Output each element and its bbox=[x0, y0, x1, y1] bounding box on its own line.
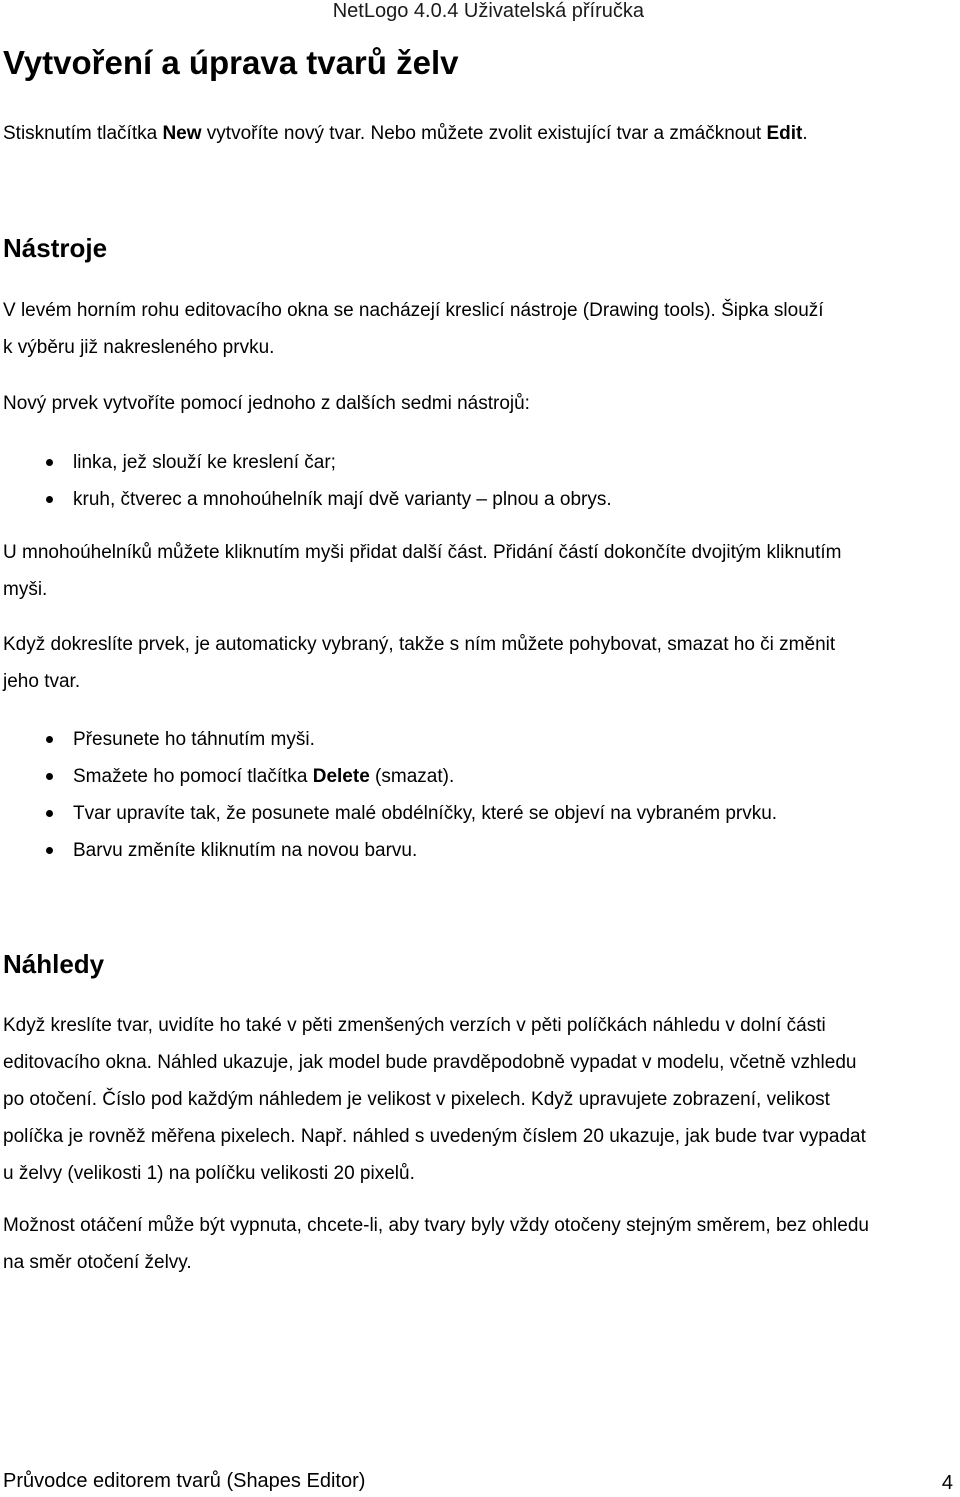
previews-paragraph-2-line-2: na směr otočení želvy. bbox=[3, 1252, 192, 1273]
bullet-icon bbox=[46, 496, 53, 503]
page-title: Vytvoření a úprava tvarů želv bbox=[3, 44, 459, 81]
list-item bbox=[0, 832, 960, 869]
bullet-icon bbox=[46, 736, 53, 743]
list-item bbox=[0, 481, 960, 518]
footer-title: Průvodce editorem tvarů (Shapes Editor) bbox=[3, 1470, 366, 1492]
previews-paragraph-2-line-1: Možnost otáčení může být vypnuta, chcete-li, aby tvary byly vždy otočeny stejným směrem, bez ohledu bbox=[3, 1215, 869, 1236]
edit-actions-list bbox=[0, 721, 960, 869]
page-number: 4 bbox=[941, 1472, 953, 1494]
selection-paragraph-line-2: jeho tvar. bbox=[3, 671, 81, 692]
selection-paragraph-line-1: Když dokreslíte prvek, je automaticky vybraný, takže s ním můžete pohybovat, smazat ho či změnit bbox=[3, 634, 836, 655]
bullet-icon bbox=[46, 847, 53, 854]
delete-keyword: Delete bbox=[312, 766, 370, 787]
previews-paragraph-1 bbox=[3, 1007, 957, 1192]
polygon-paragraph-line-2: myši. bbox=[3, 579, 48, 600]
bullet-icon bbox=[46, 459, 53, 466]
polygon-paragraph bbox=[3, 534, 957, 608]
previews-paragraph-1-line: Když kreslíte tvar, uvidíte ho také v pěti zmenšených verzích v pěti políčkách náhledu v dolní části bbox=[3, 1015, 826, 1036]
list-item bbox=[0, 721, 960, 758]
intro-text-3: . bbox=[802, 123, 808, 144]
selection-paragraph bbox=[3, 626, 957, 700]
list-item-text: kruh, čtverec a mnohoúhelník mají dvě varianty – plnou a obrys. bbox=[73, 489, 612, 510]
drawing-tools-list bbox=[0, 444, 960, 518]
tools-paragraph-1-line-1: V levém horním rohu editovacího okna se nacházejí kreslicí nástroje (Drawing tools). Šipka slouží bbox=[3, 300, 824, 321]
new-keyword: New bbox=[162, 123, 202, 144]
bullet-icon bbox=[46, 810, 53, 817]
intro-text-1: Stisknutím tlačítka bbox=[3, 123, 163, 144]
previews-paragraph-1-line: editovacího okna. Náhled ukazuje, jak model bude pravděpodobně vypadat v modelu, včetně vzhledu bbox=[3, 1052, 857, 1073]
previews-heading: Náhledy bbox=[3, 949, 105, 979]
previews-paragraph-2 bbox=[3, 1207, 957, 1281]
list-item-text: Tvar upravíte tak, že posunete malé obdélníčky, které se objeví na vybraném prvku. bbox=[73, 803, 778, 824]
list-item-text-post: (smazat). bbox=[369, 766, 455, 787]
running-header: NetLogo 4.0.4 Uživatelská příručka bbox=[332, 0, 644, 22]
intro-paragraph bbox=[3, 115, 957, 152]
list-item bbox=[0, 758, 960, 795]
tools-paragraph-2: Nový prvek vytvoříte pomocí jednoho z dalších sedmi nástrojů: bbox=[3, 393, 530, 414]
tools-paragraph-1-line-2: k výběru již nakresleného prvku. bbox=[3, 337, 275, 358]
list-item-text-pre: Smažete ho pomocí tlačítka bbox=[73, 766, 313, 787]
previews-paragraph-1-line: po otočení. Číslo pod každým náhledem je velikost v pixelech. Když upravujete zobrazení, velikost bbox=[3, 1089, 830, 1110]
polygon-paragraph-line-1: U mnohoúhelníků můžete kliknutím myši přidat další část. Přidání částí dokončíte dvojitým kliknutím bbox=[3, 542, 842, 563]
tools-heading: Nástroje bbox=[3, 233, 108, 263]
list-item bbox=[0, 795, 960, 832]
list-item bbox=[0, 444, 960, 481]
list-item-text: linka, jež slouží ke kreslení čar; bbox=[73, 452, 336, 473]
list-item-text: Barvu změníte kliknutím na novou barvu. bbox=[73, 840, 418, 861]
bullet-icon bbox=[46, 773, 53, 780]
intro-text-2: vytvoříte nový tvar. Nebo můžete zvolit existující tvar a zmáčknout bbox=[201, 123, 767, 144]
tools-paragraph-1 bbox=[3, 292, 957, 366]
edit-keyword: Edit bbox=[766, 123, 803, 144]
list-item-text: Přesunete ho táhnutím myši. bbox=[73, 729, 315, 750]
previews-paragraph-1-line: políčka je rovněž měřena pixelech. Např. náhled s uvedeným číslem 20 ukazuje, jak bude tvar vypadat bbox=[3, 1126, 866, 1147]
previews-paragraph-1-line: u želvy (velikosti 1) na políčku velikosti 20 pixelů. bbox=[3, 1163, 415, 1184]
